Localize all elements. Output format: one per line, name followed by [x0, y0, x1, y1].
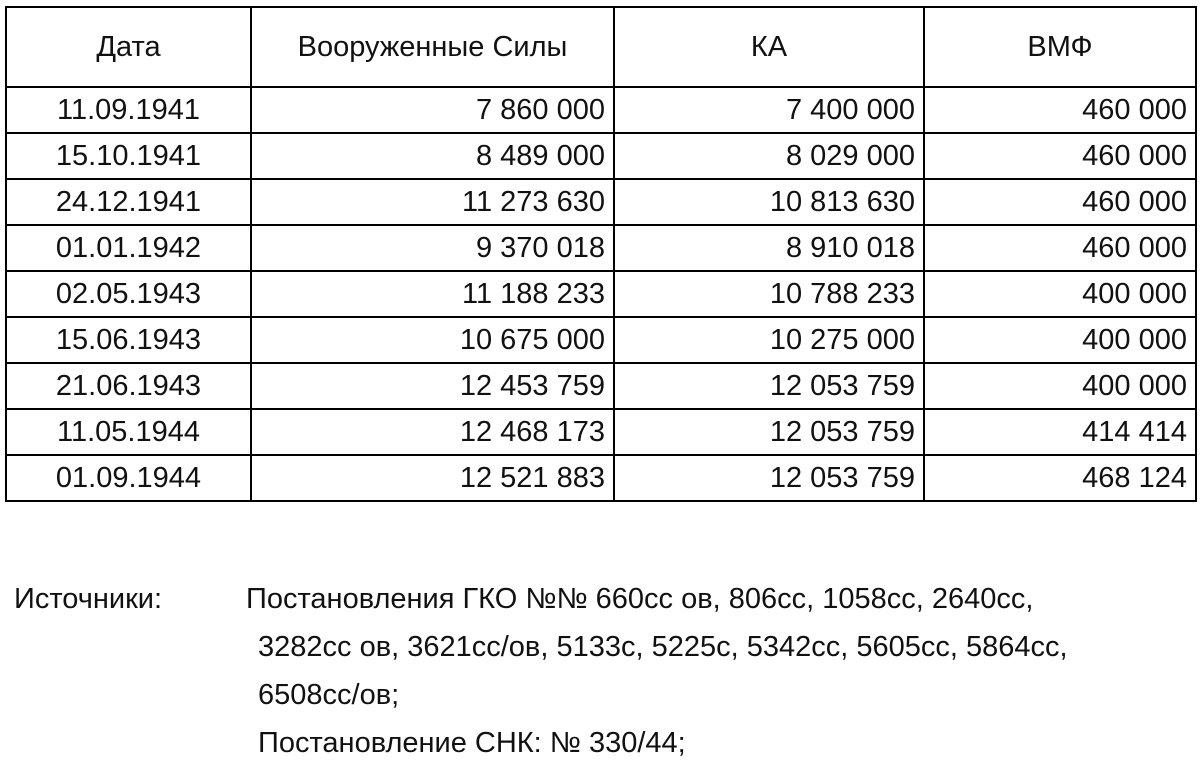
header-ka: КА [614, 7, 924, 87]
table-row [6, 133, 1196, 179]
cell-ka: 8 029 000 [614, 133, 924, 179]
table-body [6, 87, 1196, 501]
table-row [6, 317, 1196, 363]
cell-armed-forces: 11 273 630 [251, 179, 614, 225]
source-line: Постановление СНК: № 330/44; [258, 727, 686, 759]
table-row [6, 87, 1196, 133]
cell-date: 21.06.1943 [6, 363, 251, 409]
cell-ka: 7 400 000 [614, 87, 924, 133]
table-row [6, 225, 1196, 271]
cell-date: 02.05.1943 [6, 271, 251, 317]
cell-armed-forces: 10 675 000 [251, 317, 614, 363]
cell-date: 15.10.1941 [6, 133, 251, 179]
cell-vmf: 400 000 [924, 271, 1196, 317]
cell-ka: 10 275 000 [614, 317, 924, 363]
source-line: 3282сс ов, 3621сс/ов, 5133с, 5225с, 5342сс, 5605сс, 5864сс, [258, 631, 1068, 663]
cell-vmf: 460 000 [924, 87, 1196, 133]
cell-ka: 10 813 630 [614, 179, 924, 225]
header-vmf: ВМФ [924, 7, 1196, 87]
cell-armed-forces: 12 521 883 [251, 455, 614, 501]
cell-ka: 10 788 233 [614, 271, 924, 317]
sources-list [246, 575, 1186, 767]
source-line: 6508сс/ов; [258, 679, 400, 711]
cell-date: 11.09.1941 [6, 87, 251, 133]
table-row [6, 179, 1196, 225]
cell-armed-forces: 9 370 018 [251, 225, 614, 271]
cell-vmf: 460 000 [924, 225, 1196, 271]
table-row [6, 455, 1196, 501]
cell-vmf: 460 000 [924, 133, 1196, 179]
cell-vmf: 468 124 [924, 455, 1196, 501]
cell-vmf: 400 000 [924, 317, 1196, 363]
table-row [6, 271, 1196, 317]
cell-ka: 8 910 018 [614, 225, 924, 271]
header-armed-forces: Вооруженные Силы [251, 7, 614, 87]
cell-armed-forces: 12 453 759 [251, 363, 614, 409]
cell-vmf: 400 000 [924, 363, 1196, 409]
cell-date: 15.06.1943 [6, 317, 251, 363]
cell-vmf: 460 000 [924, 179, 1196, 225]
cell-ka: 12 053 759 [614, 455, 924, 501]
cell-ka: 12 053 759 [614, 363, 924, 409]
cell-armed-forces: 12 468 173 [251, 409, 614, 455]
cell-ka: 12 053 759 [614, 409, 924, 455]
sources-label: Источники: [14, 583, 163, 615]
table-header [6, 7, 1196, 87]
cell-armed-forces: 7 860 000 [251, 87, 614, 133]
source-line: Постановления ГКО №№ 660сс ов, 806сс, 1058сс, 2640сс, [246, 583, 1034, 615]
cell-date: 01.01.1942 [6, 225, 251, 271]
table-row [6, 363, 1196, 409]
header-date: Дата [6, 7, 251, 87]
cell-vmf: 414 414 [924, 409, 1196, 455]
cell-date: 01.09.1944 [6, 455, 251, 501]
cell-date: 24.12.1941 [6, 179, 251, 225]
cell-date: 11.05.1944 [6, 409, 251, 455]
table-row [6, 409, 1196, 455]
header-row [6, 7, 1196, 87]
cell-armed-forces: 11 188 233 [251, 271, 614, 317]
cell-armed-forces: 8 489 000 [251, 133, 614, 179]
strength-table [5, 6, 1197, 502]
